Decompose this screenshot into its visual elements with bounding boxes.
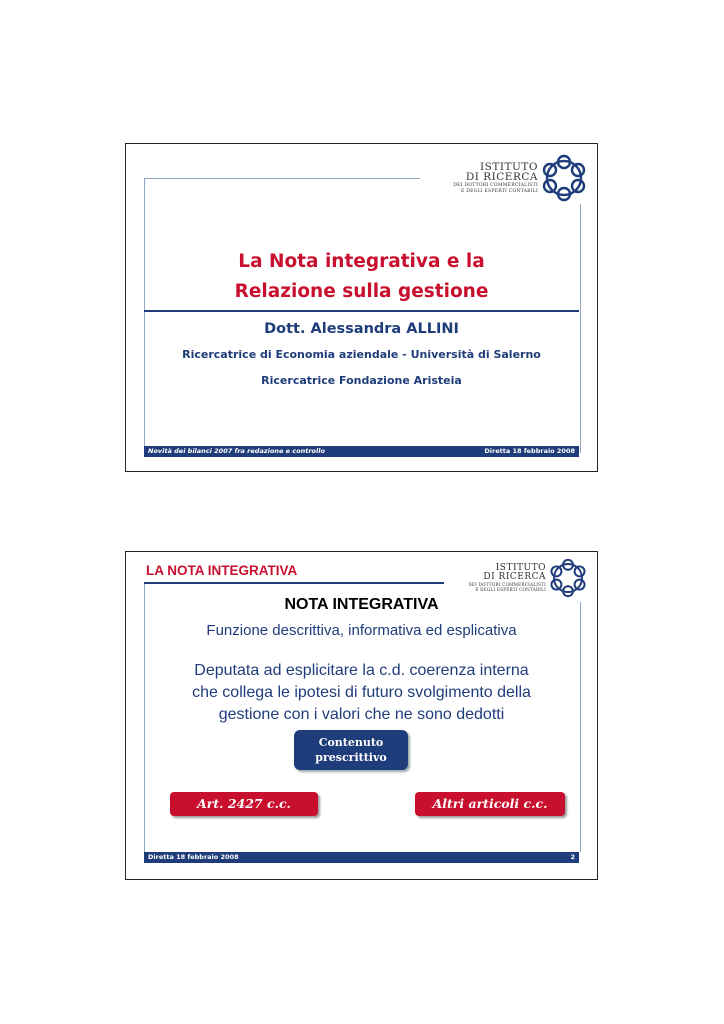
- logo-text: [453, 162, 538, 194]
- logo-knot-icon: [549, 557, 587, 599]
- institute-logo: [468, 557, 587, 599]
- header-divider: [144, 582, 444, 584]
- nota-paragraph-line-2: che collega le ipotesi di futuro svolgimento della: [192, 684, 531, 701]
- logo-line-1: ISTITUTO: [495, 562, 546, 573]
- logo-text: [468, 564, 546, 592]
- frame-right-line: [580, 602, 581, 852]
- frame-top-line: [144, 178, 420, 179]
- logo-line-2: DI RICERCA: [483, 571, 546, 582]
- logo-line-3: DEI DOTTORI COMMERCIALISTI: [453, 182, 538, 188]
- footer-left-text: Novità dei bilanci 2007 fra redazione e controllo: [148, 447, 325, 455]
- nota-paragraph: [126, 660, 597, 726]
- frame-left-line: [144, 178, 145, 453]
- section-title: LA NOTA INTEGRATIVA: [146, 563, 298, 578]
- title-divider: [144, 310, 579, 312]
- institute-logo: [453, 153, 587, 203]
- nota-heading: NOTA INTEGRATIVA: [284, 596, 439, 613]
- footer-right-text: Diretta 18 febbraio 2008: [484, 447, 575, 455]
- slide-footer: [144, 446, 579, 457]
- author-name: Dott. Alessandra ALLINI: [264, 321, 459, 337]
- logo-line-4: E DEGLI ESPERTI CONTABILI: [475, 587, 546, 592]
- contenuto-prescrittivo-box: [294, 730, 408, 770]
- logo-line-4: E DEGLI ESPERTI CONTABILI: [461, 188, 538, 194]
- footer-left-text: Diretta 18 febbraio 2008: [148, 853, 239, 861]
- slide-footer: [144, 852, 579, 863]
- logo-line-2: DI RICERCA: [465, 171, 538, 184]
- logo-line-1: ISTITUTO: [480, 160, 538, 173]
- box-line-2: prescrittivo: [315, 751, 387, 764]
- logo-line-3: DEI DOTTORI COMMERCIALISTI: [468, 581, 546, 587]
- nota-paragraph-line-3: gestione con i valori che ne sono dedotti: [218, 706, 505, 723]
- nota-subtitle: Funzione descrittiva, informativa ed esplicativa: [206, 622, 517, 639]
- art-2427-box: Art. 2427 c.c.: [170, 792, 318, 816]
- slide-title-line-2: Relazione sulla gestione: [234, 281, 489, 302]
- slide-title-line-1: La Nota integrativa e la: [238, 251, 485, 272]
- logo-knot-icon: [541, 153, 587, 203]
- slide-1: [125, 143, 598, 472]
- altri-articoli-box: Altri articoli c.c.: [415, 792, 565, 816]
- nota-paragraph-line-1: Deputata ad esplicitare la c.d. coerenza interna: [194, 662, 529, 679]
- slide-2: [125, 551, 598, 880]
- box-line-1: Contenuto: [318, 736, 384, 749]
- page-number: 2: [570, 853, 575, 861]
- author-affiliation-1: Ricercatrice di Economia aziendale - Università di Salerno: [182, 348, 541, 361]
- author-affiliation-2: Ricercatrice Fondazione Aristeia: [261, 374, 462, 387]
